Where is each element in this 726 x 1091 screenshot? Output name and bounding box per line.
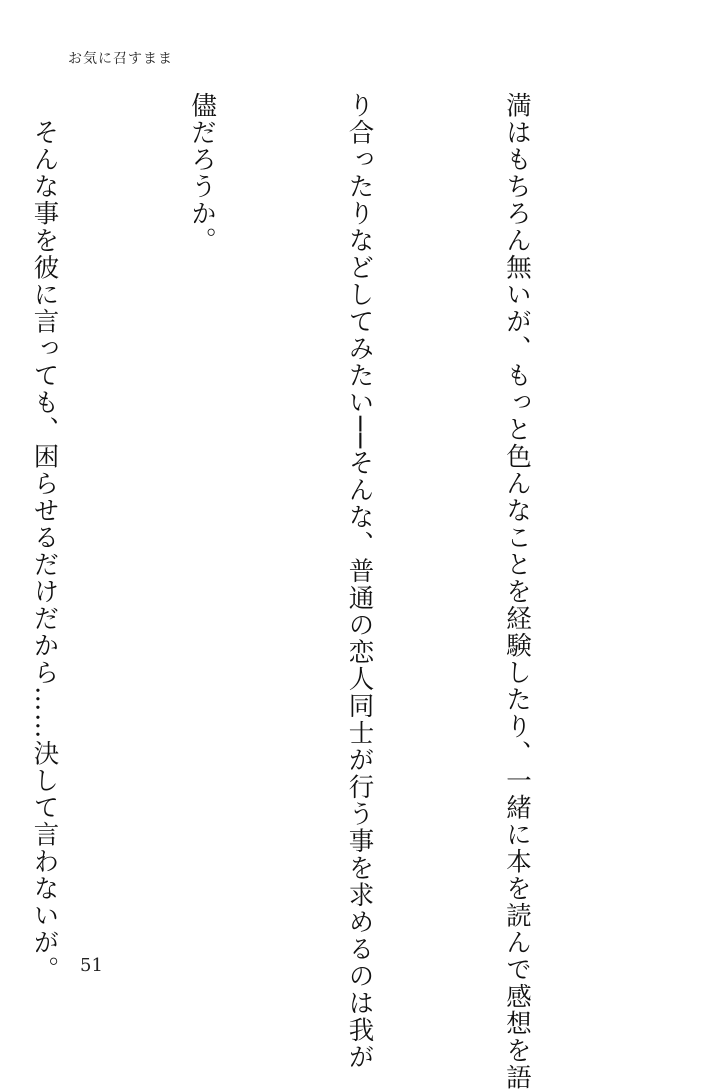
running-header-title: お気に召すまま <box>68 51 173 67</box>
text-line: 満はもちろん無いが、もっと色んなことを経験したり、一緒に本を読んで感想を語 <box>502 92 532 1091</box>
vertical-body-text <box>0 92 648 1091</box>
text-line: そんな事を彼に言っても、困らせるだけだから……決して言わないが。 <box>29 92 60 983</box>
page-number: 51 <box>80 955 103 976</box>
text-line: り合ったりなどしてみたい──そんな、普通の恋人同士が行う事を求めるのは我が <box>344 92 375 1071</box>
text-line: 儘だろうか。 <box>187 92 217 254</box>
